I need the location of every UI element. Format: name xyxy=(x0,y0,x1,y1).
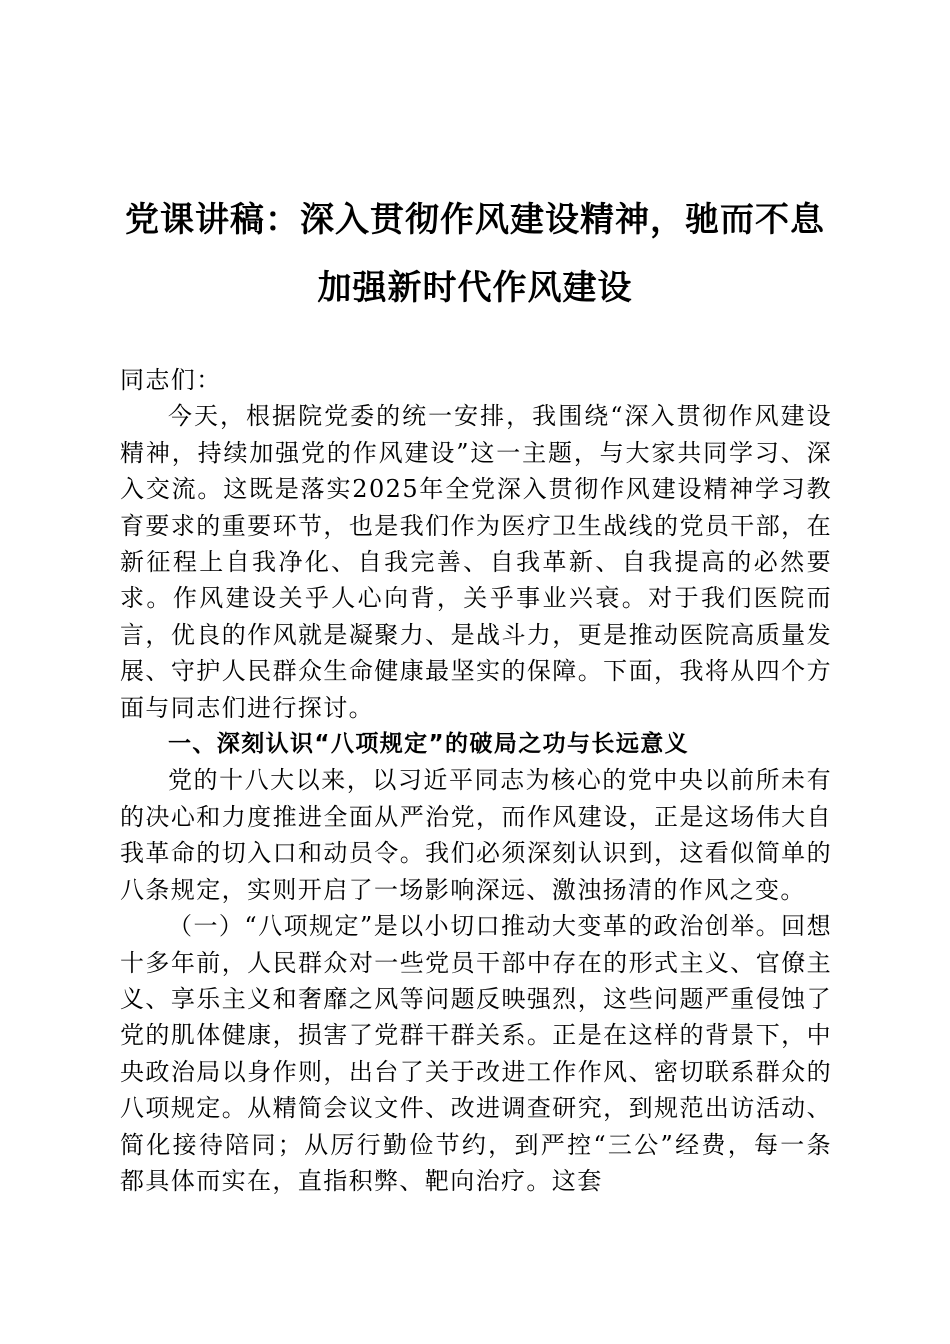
section-heading-1: 一、深刻认识“八项规定”的破局之功与长远意义 xyxy=(168,731,690,758)
salutation: 同志们： xyxy=(120,366,222,394)
document-body xyxy=(120,362,832,1199)
document-title-line-1: 党课讲稿：深入贯彻作风建设精神，驰而不息 xyxy=(125,200,825,240)
document-title-line-2: 加强新时代作风建设 xyxy=(317,268,633,308)
paragraph-3: （一）“八项规定”是以小切口推动大变革的政治创举。回想十多年前，人民群众对一些党员干部中存在的形式主义、官僚主义、享乐主义和奢靡之风等问题反映强烈，这些问题严重侵蚀了党的肌体健康，损害了党群干群关系。正是在这样的背景下，中央政治局以身作则，出台了关于改进工作作风、密切联系群众的八项规定。从精简会议文件、改进调查研究，到规范出访活动、简化接待陪同；从厉行勤俭节约，到严控“三公”经费，每一条都具体而实在，直指积弊、靶向治疗。这套 xyxy=(120,912,832,1195)
paragraph-intro: 今天，根据院党委的统一安排，我围绕“深入贯彻作风建设精神，持续加强党的作风建设”这一主题，与大家共同学习、深入交流。这既是落实2025年全党深入贯彻作风建设精神学习教育要求的重要环节，也是我们作为医疗卫生战线的党员干部，在新征程上自我净化、自我完善、自我革新、自我提高的必然要求。作风建设关乎人心向背，关乎事业兴衰。对于我们医院而言，优良的作风就是凝聚力、是战斗力，更是推动医院高质量发展、守护人民群众生命健康最坚实的保障。下面，我将从四个方面与同志们进行探讨。 xyxy=(120,402,832,722)
paragraph-2: 党的十八大以来，以习近平同志为核心的党中央以前所未有的决心和力度推进全面从严治党，而作风建设，正是这场伟大自我革命的切入口和动员令。我们必须深刻认识到，这看似简单的八条规定，实则开启了一场影响深远、激浊扬清的作风之变。 xyxy=(120,766,832,904)
